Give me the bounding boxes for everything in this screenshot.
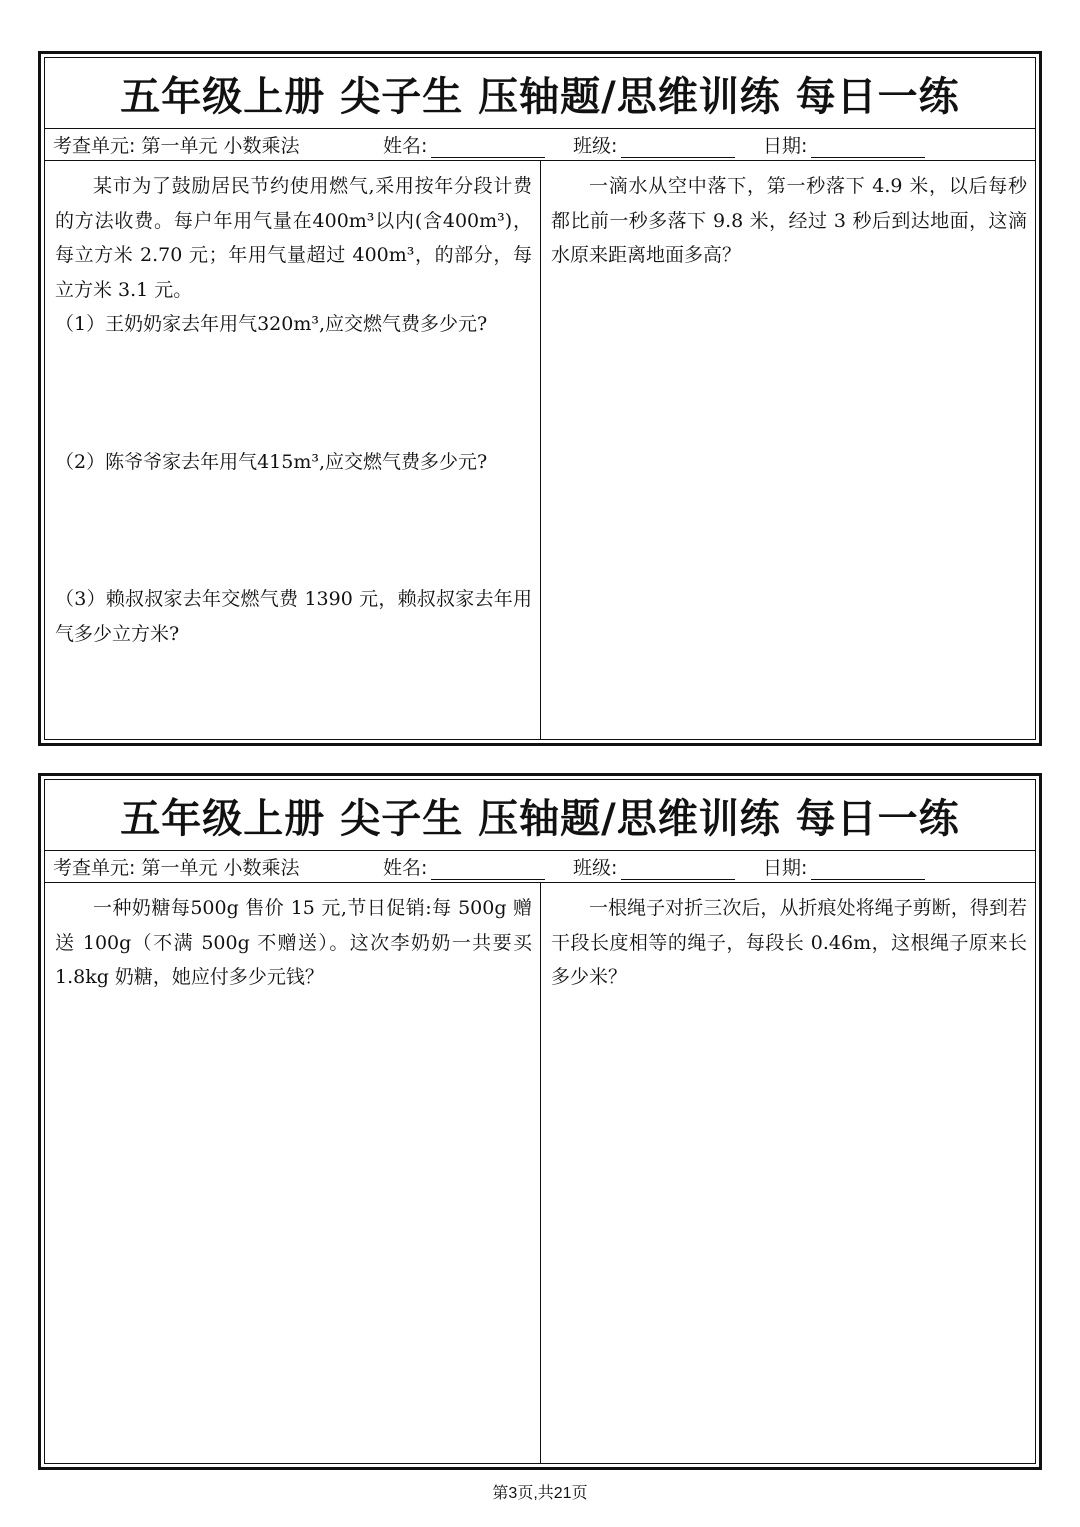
date-blank[interactable] xyxy=(811,861,925,880)
info-bar xyxy=(45,129,1035,161)
info-bar xyxy=(45,851,1035,883)
worksheet-2 xyxy=(38,773,1042,1470)
class-field[interactable] xyxy=(573,131,763,158)
water-drop-text: 一滴水从空中落下，第一秒落下 4.9 米，以后每秒都比前一秒多落下 9.8 米，经过 3 秒后到达地面，这滴水原来距离地面多高？ xyxy=(551,175,1027,266)
problem-candy[interactable] xyxy=(45,883,541,1463)
rope-text: 一根绳子对折三次后，从折痕处将绳子剪断，得到若干段长度相等的绳子，每段长 0.46m，这根绳子原来长多少米？ xyxy=(551,897,1027,988)
date-field[interactable] xyxy=(763,131,943,158)
class-blank[interactable] xyxy=(621,139,735,158)
name-field[interactable] xyxy=(383,853,573,880)
problem-panes xyxy=(45,161,1035,739)
unit-label: 考查单元: 第一单元 小数乘法 xyxy=(53,135,300,157)
problem-panes xyxy=(45,883,1035,1463)
name-blank[interactable] xyxy=(431,861,545,880)
gas-fee-question-1: （1）王奶奶家去年用气320m³,应交燃气费多少元? xyxy=(55,313,488,335)
date-blank[interactable] xyxy=(811,139,925,158)
worksheet-1-frame xyxy=(44,57,1036,740)
problem-water-drop[interactable] xyxy=(541,161,1035,739)
gas-fee-intro: 某市为了鼓励居民节约使用燃气,采用按年分段计费的方法收费。每户年用气量在400m³以内(含400m³)，每立方米 2.70 元；年用气量超过 400m³，的部分，每立方米 3.1 元。 xyxy=(55,175,532,301)
class-blank[interactable] xyxy=(621,861,735,880)
problem-rope[interactable] xyxy=(541,883,1035,1463)
date-field[interactable] xyxy=(763,853,943,880)
class-label: 班级: xyxy=(573,857,618,879)
date-label: 日期: xyxy=(763,857,808,879)
problem-gas-fee[interactable] xyxy=(45,161,541,739)
worksheet-title: 五年级上册 尖子生 压轴题/思维训练 每日一练 xyxy=(45,58,1035,129)
worksheet-2-frame xyxy=(44,779,1036,1464)
name-label: 姓名: xyxy=(383,857,428,879)
gas-fee-question-3: （3）赖叔叔家去年交燃气费 1390 元，赖叔叔家去年用气多少立方米? xyxy=(55,588,532,645)
page-number: 第3页,共21页 xyxy=(492,1485,588,1502)
candy-text: 一种奶糖每500g 售价 15 元,节日促销:每 500g 赠送 100g（不满 500g 不赠送）。这次李奶奶一共要买 1.8kg 奶糖，她应付多少元钱？ xyxy=(55,897,532,988)
class-field[interactable] xyxy=(573,853,763,880)
worksheet-1 xyxy=(38,51,1042,746)
name-blank[interactable] xyxy=(431,139,545,158)
worksheet-title: 五年级上册 尖子生 压轴题/思维训练 每日一练 xyxy=(45,780,1035,851)
name-field[interactable] xyxy=(383,131,573,158)
gas-fee-question-2: （2）陈爷爷家去年用气415m³,应交燃气费多少元? xyxy=(55,450,488,473)
date-label: 日期: xyxy=(763,135,808,157)
name-label: 姓名: xyxy=(383,135,428,157)
class-label: 班级: xyxy=(573,135,618,157)
unit-label: 考查单元: 第一单元 小数乘法 xyxy=(53,857,300,879)
